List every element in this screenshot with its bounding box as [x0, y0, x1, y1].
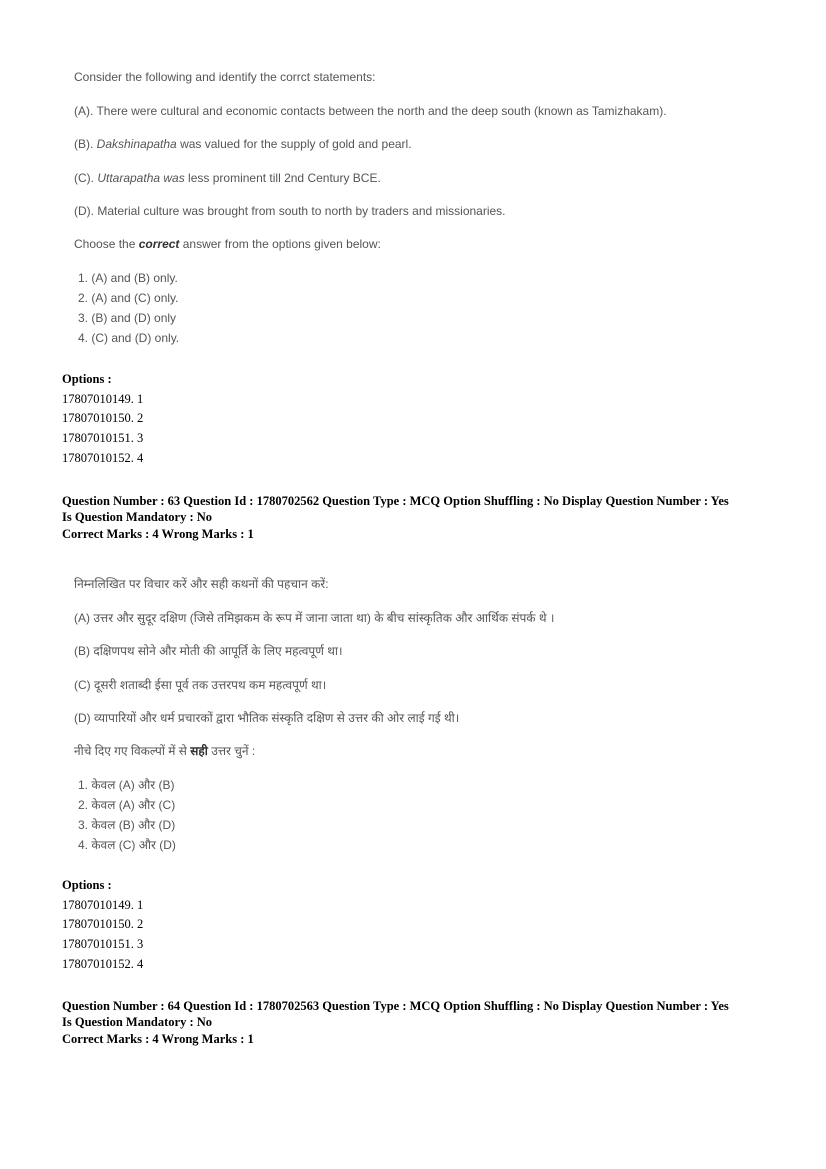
statement-d: (D). Material culture was brought from south to north by traders and missionaries.: [74, 204, 506, 218]
statement-d: (D) व्यापारियों और धर्म प्रचारकों द्वारा भौतिक संस्कृति दक्षिण से उत्तर की ओर लाई गई थी।: [74, 711, 460, 725]
answer-option-1: 1. (A) and (B) only.: [78, 271, 178, 285]
question-62-image: [62, 60, 762, 360]
statement-a: (A). There were cultural and economic contacts between the north and the deep south (known as Tamizhakam).: [74, 104, 667, 118]
option-id: 17807010149. 1: [62, 898, 144, 912]
answer-option-3: 3. केवल (B) और (D): [78, 818, 176, 832]
answer-option-3: 3. (B) and (D) only: [78, 311, 177, 325]
answer-option-2: 2. (A) and (C) only.: [78, 291, 179, 305]
option-id: 17807010152. 4: [62, 957, 144, 971]
option-id: 17807010152. 4: [62, 451, 144, 465]
mandatory-line: Is Question Mandatory : No: [62, 1015, 213, 1029]
option-id: 17807010151. 3: [62, 431, 144, 445]
marks-line: Correct Marks : 4 Wrong Marks : 1: [62, 1032, 254, 1046]
question-meta-line: Question Number : 63 Question Id : 1780702562 Question Type : MCQ Option Shuffling : No Display Question Number : Yes: [62, 494, 729, 508]
choose-instruction: नीचे दिए गए विकल्पों में से सही उत्तर चुनें :: [74, 744, 256, 758]
mandatory-line: Is Question Mandatory : No: [62, 510, 213, 524]
marks-line: Correct Marks : 4 Wrong Marks : 1: [62, 527, 254, 541]
option-id: 17807010150. 2: [62, 411, 144, 425]
question-stem: Consider the following and identify the corrct statements:: [74, 70, 376, 84]
option-id: 17807010149. 1: [62, 392, 144, 406]
question-63-image: [62, 565, 762, 865]
options-label: Options :: [62, 372, 112, 386]
option-id: 17807010151. 3: [62, 937, 144, 951]
statement-c: (C) दूसरी शताब्दी ईसा पूर्व तक उत्तरपथ कम महत्वपूर्ण था।: [74, 678, 327, 692]
question-stem: निम्नलिखित पर विचार करें और सही कथनों की पहचान करें:: [74, 577, 329, 591]
statement-b: (B). Dakshinapatha was valued for the supply of gold and pearl.: [74, 137, 412, 151]
answer-option-4: 4. (C) and (D) only.: [78, 331, 180, 345]
choose-instruction: Choose the correct answer from the options given below:: [74, 237, 381, 251]
option-id: 17807010150. 2: [62, 917, 144, 931]
question-meta-line: Question Number : 64 Question Id : 1780702563 Question Type : MCQ Option Shuffling : No Display Question Number : Yes: [62, 999, 729, 1013]
options-label: Options :: [62, 878, 112, 892]
statement-b: (B) दक्षिणपथ सोने और मोती की आपूर्ति के लिए महत्वपूर्ण था।: [74, 644, 343, 658]
answer-option-1: 1. केवल (A) और (B): [78, 778, 175, 792]
statement-a: (A) उत्तर और सुदूर दक्षिण (जिसे तमिझकम के रूप में जाना जाता था) के बीच सांस्कृतिक और आर्थिक संपर्क थे ।: [74, 611, 555, 625]
answer-option-2: 2. केवल (A) और (C): [78, 798, 176, 812]
answer-option-4: 4. केवल (C) और (D): [78, 838, 176, 852]
statement-c: (C). Uttarapatha was less prominent till 2nd Century BCE.: [74, 171, 381, 185]
